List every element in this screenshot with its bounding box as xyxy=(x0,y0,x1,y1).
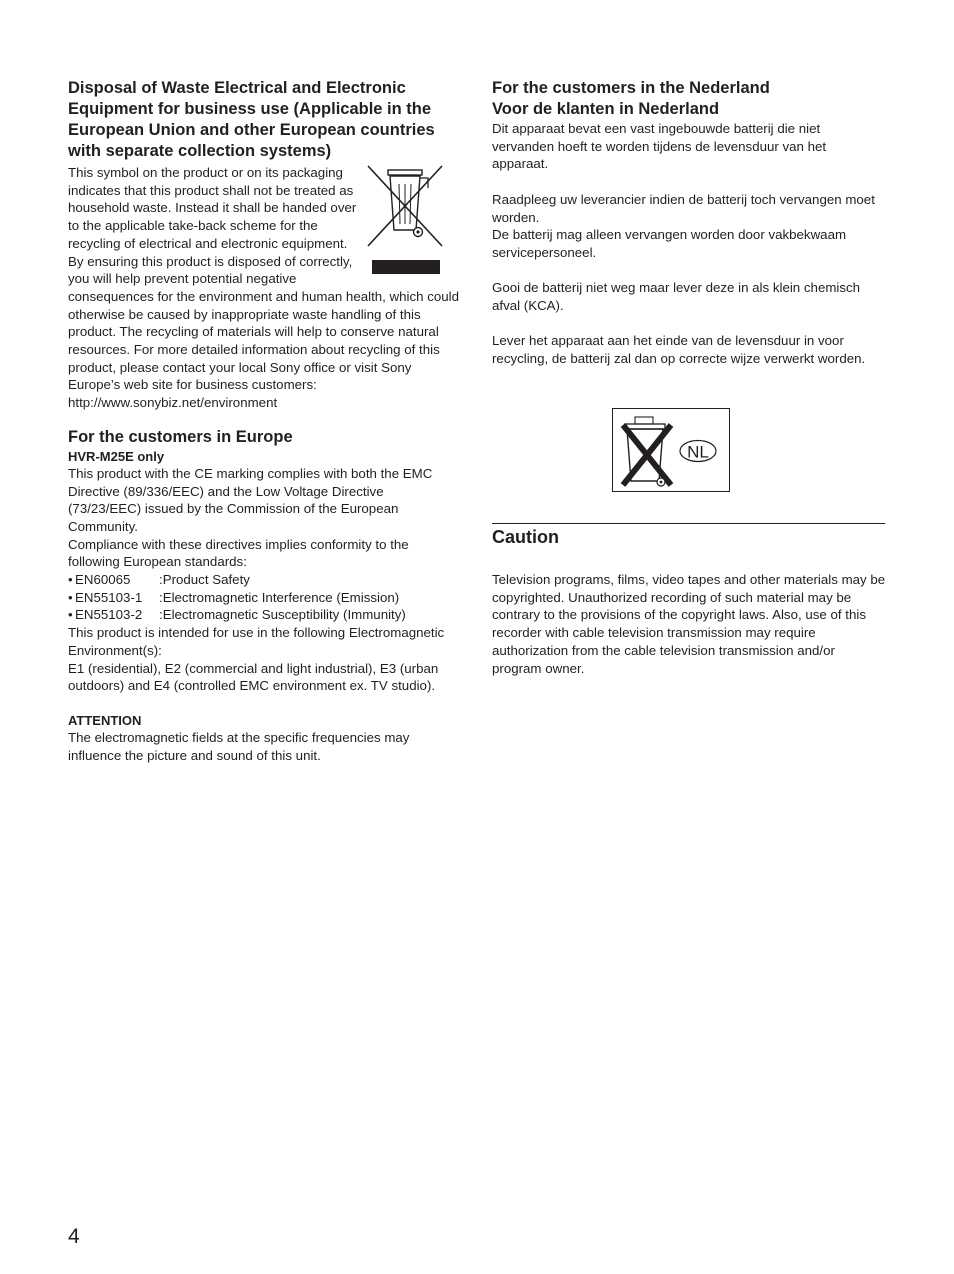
attention-body: The electromagnetic fields at the specific frequencies may influence the picture and sound of this unit. xyxy=(68,729,410,763)
nederland-p3: Gooi de batterij niet weg maar lever deze in als klein chemisch afval (KCA). xyxy=(492,280,861,313)
attention-heading: ATTENTION xyxy=(68,712,142,728)
weee-body: This symbol on the product or on its packaging indicates that this product shall not be treated as household waste. Instead it shall be handed over to the applicable take-back scheme for the recycling of electrical and electronic equipment. By ensuring this product is disposed of correctly, you will help prevent potential negative consequences for the environment and human health, which could otherwise be caused by inappropriate waste handling of this product. The recycling of materials will help to conserve natural resources. For more detailed information about recycling of this product, please contact your local Sony office or visit Sony Europe’s web site for business customers: xyxy=(68,165,460,393)
standard-code: EN55103-2 xyxy=(75,607,143,623)
standard-desc: :Electromagnetic Interference (Emission) xyxy=(159,589,400,605)
standard-code: EN60065 xyxy=(75,572,131,588)
right-column xyxy=(492,78,885,368)
standard-desc: :Electromagnetic Susceptibility (Immunity) xyxy=(159,607,406,623)
weee-heading: Disposal of Waste Electrical and Electronic Equipment for business use (Applicable in the European Union and other European countries with separate collection systems) xyxy=(68,79,435,160)
standard-code: EN55103-1 xyxy=(75,589,143,605)
nl-label: NL xyxy=(687,442,709,462)
weee-section xyxy=(68,164,460,412)
nederland-heading-1: For the customers in the Nederland xyxy=(492,79,770,97)
standard-desc: :Product Safety xyxy=(159,572,250,588)
nederland-heading-2: Voor de klanten in Nederland xyxy=(492,100,720,118)
nl-bin-graphic xyxy=(613,409,729,491)
standard-item xyxy=(68,606,460,624)
europe-compliance: Compliance with these directives implies conformity to the following European standards: xyxy=(68,536,409,570)
model-label: HVR-M25E only xyxy=(68,448,165,464)
environment-intro: This product is intended for use in the following Electromagnetic Environment(s): xyxy=(68,625,445,658)
europe-intro: This product with the CE marking complies with both the EMC Directive (89/336/EEC) and the Low Voltage Directive (73/23/EEC) issued by the Commission of the European Community. xyxy=(68,465,433,534)
nederland-p1: Dit apparaat bevat een vast ingebouwde batterij die niet vervanden hoeft te worden tijdens de levensduur van het apparaat. xyxy=(492,121,827,172)
standard-item xyxy=(68,589,460,607)
standard-item xyxy=(68,571,460,589)
europe-heading: For the customers in Europe xyxy=(68,427,293,446)
caution-heading: Caution xyxy=(492,527,559,547)
nederland-p2b: De batterij mag alleen vervangen worden door vakbekwaam servicepersoneel. xyxy=(492,227,847,260)
weee-solid-bar xyxy=(372,260,440,274)
weee-url: http://www.sonybiz.net/environment xyxy=(68,395,278,411)
nederland-p4: Lever het apparaat aan het einde van de levensduur in voor recycling, de batterij zal dan op correcte wijze verwerkt worden. xyxy=(492,333,866,367)
standards-list xyxy=(68,571,460,624)
nl-battery-disposal-icon xyxy=(612,408,730,492)
environment-list: E1 (residential), E2 (commercial and light industrial), E3 (urban outdoors) and E4 (controlled EMC environment ex. TV studio). xyxy=(68,660,439,694)
crossed-bin-graphic xyxy=(364,162,446,258)
left-column xyxy=(68,78,460,764)
caution-divider xyxy=(492,523,885,524)
caution-body: Television programs, films, video tapes and other materials may be copyrighted. Unauthorized recording of such material may be contrary to the provisions of the copyright laws. Also, use of this recorder with cable television transmission may require authorization from the cable television transmission and/or program owner. xyxy=(492,572,886,676)
page-number: 4 xyxy=(68,1225,80,1248)
nederland-p2a: Raadpleeg uw leverancier indien de batterij toch vervangen moet worden. xyxy=(492,191,875,225)
crossed-bin-icon xyxy=(364,162,446,274)
